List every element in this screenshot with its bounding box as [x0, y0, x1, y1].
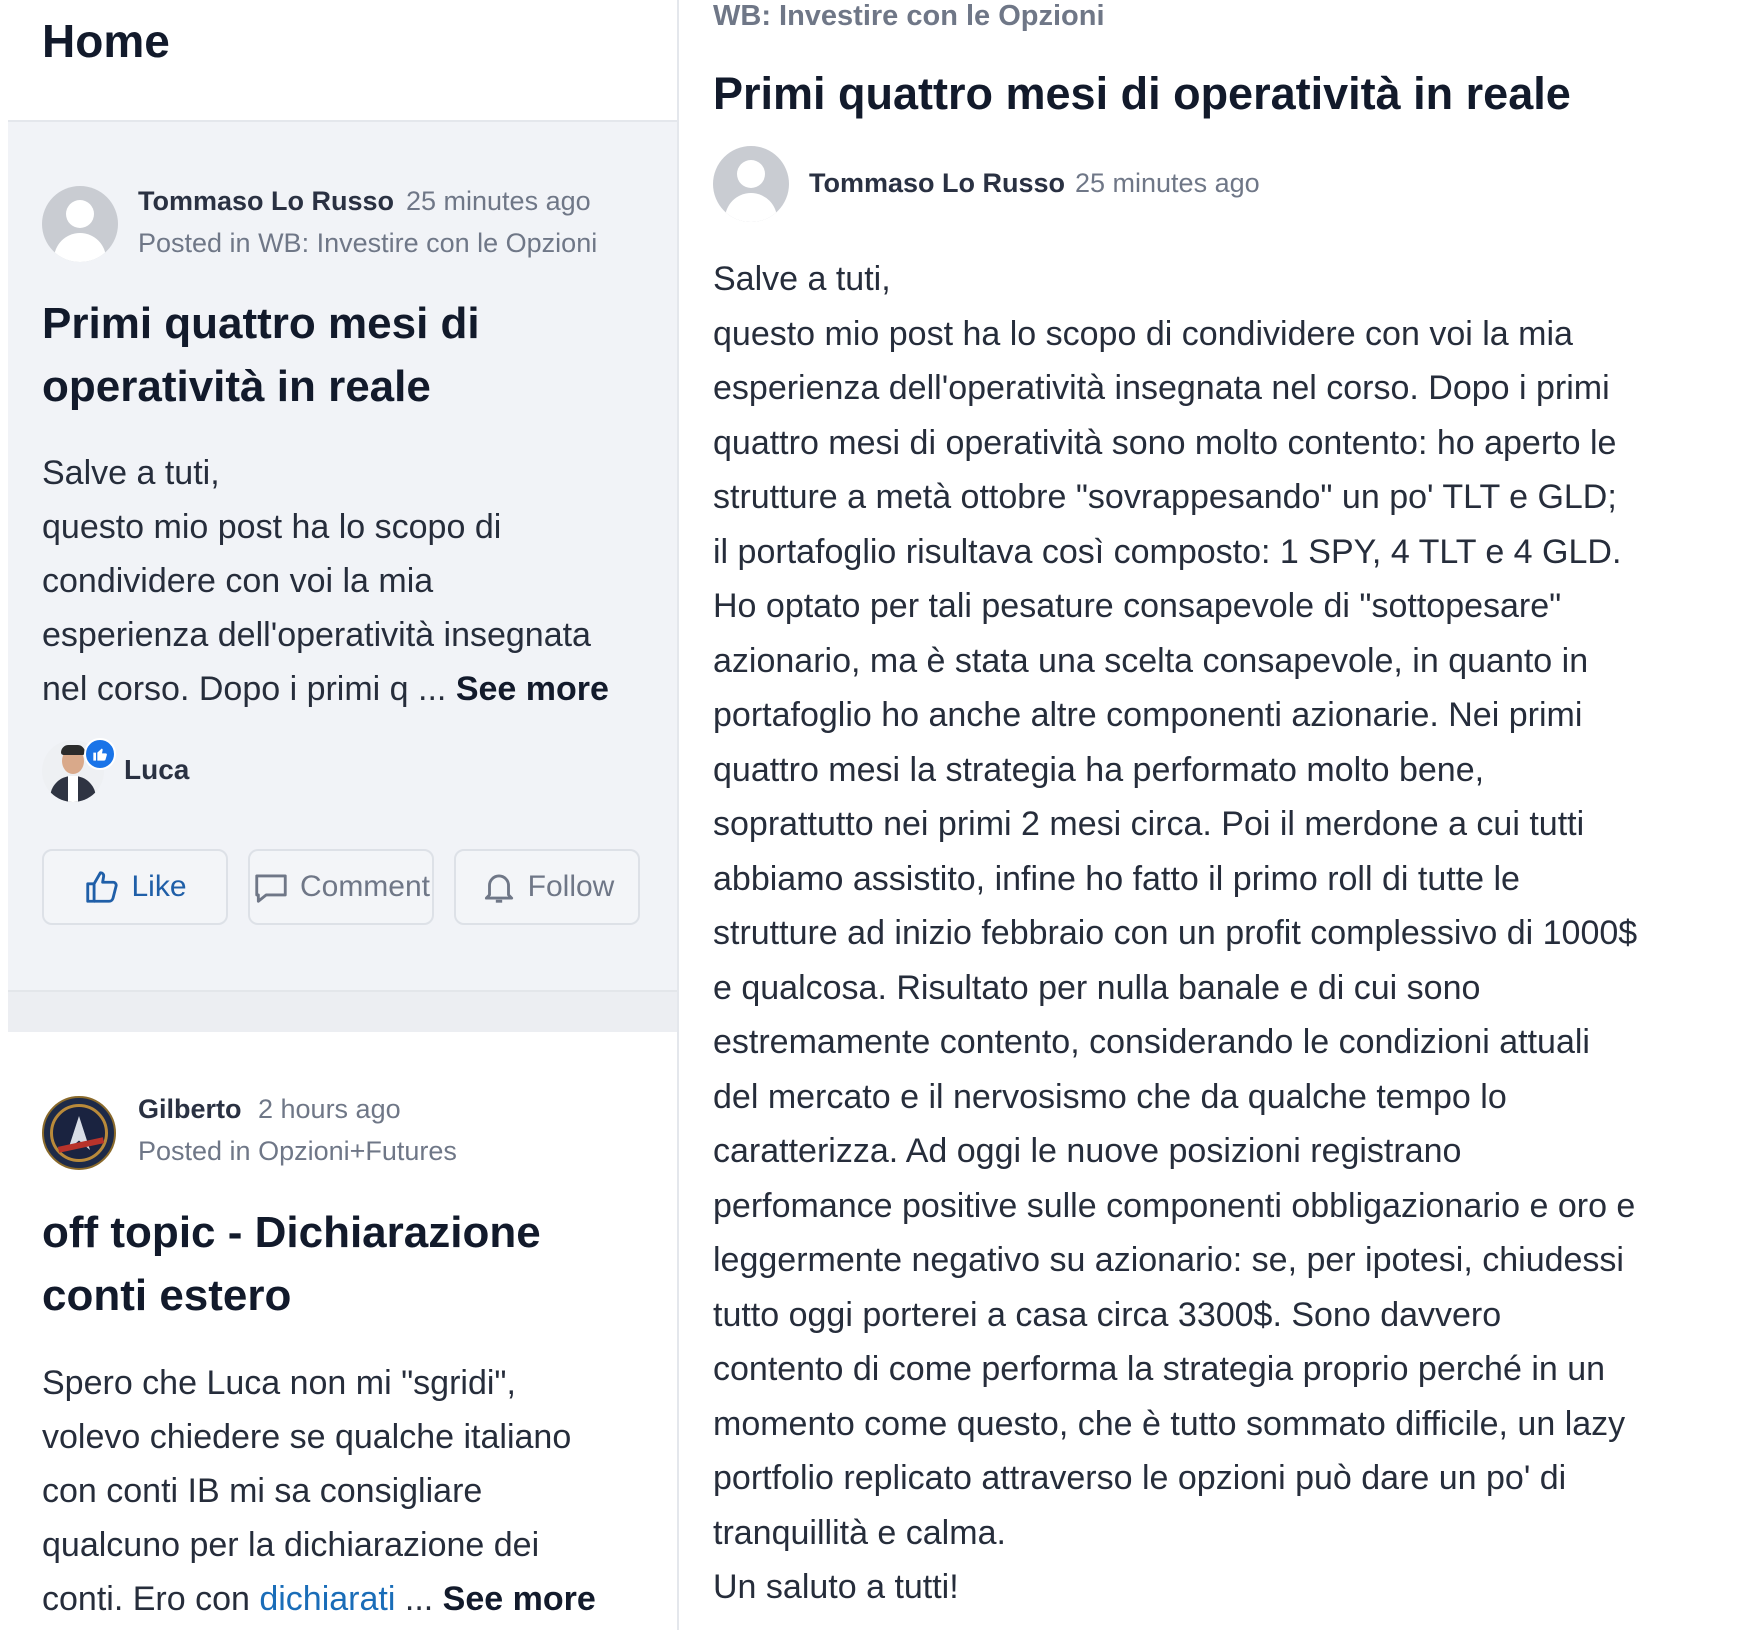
- detail-body-line: azionario, ma è stata una scelta consapevole, in quanto in: [713, 641, 1589, 680]
- posted-in-group[interactable]: Posted in WB: Investire con le Opzioni: [138, 228, 598, 258]
- see-more-link[interactable]: See more: [455, 670, 609, 708]
- detail-body-line: strutture a metà ottobre "sovrappesando" un po' TLT e GLD;: [713, 478, 1617, 516]
- post-title[interactable]: [42, 292, 480, 418]
- detail-body-line: il portafoglio risultava così composto: 1 SPY, 4 TLT e 4 GLD.: [713, 532, 1622, 571]
- post-title-line: Primi quattro mesi di: [42, 299, 480, 348]
- post-author[interactable]: Gilberto: [138, 1094, 242, 1124]
- like-button[interactable]: [42, 849, 228, 925]
- post-time[interactable]: 2 hours ago: [258, 1094, 401, 1124]
- detail-body-line: questo mio post ha lo scopo di condividere con voi la mia: [713, 314, 1573, 353]
- author-avatar[interactable]: [42, 186, 118, 262]
- like-label: Like: [131, 870, 187, 903]
- excerpt-line: Spero che Luca non mi "sgridi",: [42, 1364, 516, 1402]
- feed-panel: [0, 0, 677, 1630]
- post-title-line: operatività in reale: [42, 362, 431, 411]
- detail-body-line: estremamente contento, considerando le condizioni attuali: [713, 1023, 1590, 1061]
- post-author[interactable]: Tommaso Lo Russo: [138, 186, 395, 216]
- post-excerpt: [42, 446, 672, 716]
- follow-button[interactable]: [454, 849, 640, 925]
- detail-body-line: tutto oggi porterei a casa circa 3300$. Sono davvero: [713, 1295, 1502, 1334]
- detail-body-line: abbiamo assistito, infine ho fatto il primo roll di tutte le: [713, 859, 1520, 898]
- detail-author[interactable]: Tommaso Lo Russo: [809, 168, 1066, 198]
- detail-time[interactable]: 25 minutes ago: [1075, 168, 1260, 198]
- detail-body-line: momento come questo, che è tutto sommato difficile, un lazy: [713, 1404, 1626, 1443]
- post-excerpt: [42, 1356, 672, 1626]
- posted-in-group[interactable]: Posted in Opzioni+Futures: [138, 1136, 457, 1166]
- avatar-head: [737, 160, 765, 188]
- post-detail-panel: [679, 0, 1744, 1630]
- thumbs-up-icon: [83, 868, 121, 906]
- detail-body-line: caratterizza. Ad oggi le nuove posizioni registrano: [713, 1132, 1462, 1170]
- detail-body-line: leggermente negativo su azionario: se, per ipotesi, chiudessi: [713, 1241, 1624, 1279]
- comment-label: Comment: [299, 870, 431, 903]
- detail-body-line: esperienza dell'operatività insegnata nel corso. Dopo i primi: [713, 369, 1610, 407]
- excerpt-line: volevo chiedere se qualche italiano: [42, 1418, 572, 1456]
- author-avatar[interactable]: [42, 1096, 116, 1170]
- detail-body-line: Ho optato per tali pesature consapevole di "sottopesare": [713, 587, 1562, 625]
- detail-body-line: strutture ad inizio febbraio con un profit complessivo di 1000$: [713, 914, 1638, 952]
- post-title-line: off topic - Dichiarazione: [42, 1208, 541, 1257]
- excerpt-line: esperienza dell'operatività insegnata: [42, 616, 591, 654]
- post-separator: [8, 990, 677, 1032]
- follow-label: Follow: [527, 870, 615, 903]
- excerpt-line: con conti IB mi sa consigliare: [42, 1472, 483, 1510]
- excerpt-line: nel corso. Dopo i primi q ...: [42, 670, 456, 708]
- excerpt-link[interactable]: dichiarati: [259, 1580, 396, 1618]
- thumbs-up-badge-icon: [84, 738, 116, 770]
- page-title: Home: [42, 15, 170, 67]
- detail-body-line: contento di come performa la strategia proprio perché in un: [713, 1350, 1606, 1388]
- author-avatar[interactable]: [713, 146, 789, 222]
- excerpt-ellipsis: ...: [395, 1580, 443, 1618]
- avatar-body: [725, 193, 777, 222]
- detail-body-line: soprattutto nei primi 2 mesi circa. Poi il merdone a cui tutti: [713, 805, 1585, 843]
- detail-body-line: portfolio replicato attraverso le opzioni può dare un po' di: [713, 1459, 1567, 1497]
- detail-body-line: Un saluto a tutti!: [713, 1568, 959, 1606]
- excerpt-line: questo mio post ha lo scopo di: [42, 508, 502, 546]
- detail-body-line: tranquillità e calma.: [713, 1513, 1006, 1552]
- post-title-line: conti estero: [42, 1271, 292, 1320]
- reactor-name[interactable]: Luca: [124, 754, 190, 785]
- avatar-shirt: [68, 776, 78, 802]
- comment-icon: [252, 868, 290, 906]
- see-more-link[interactable]: See more: [442, 1580, 596, 1618]
- avatar-hair: [61, 745, 85, 755]
- bell-icon: [480, 868, 518, 906]
- detail-body-line: quattro mesi la strategia ha performato molto bene,: [713, 750, 1485, 789]
- excerpt-line: condividere con voi la mia: [42, 562, 434, 600]
- excerpt-line: conti. Ero con: [42, 1580, 260, 1618]
- excerpt-line: Salve a tuti,: [42, 454, 220, 492]
- post-time[interactable]: 25 minutes ago: [406, 186, 591, 216]
- detail-body-line: del mercato e il nervosismo che da qualche tempo lo: [713, 1077, 1507, 1116]
- detail-body: [713, 252, 1743, 1615]
- detail-body-line: Salve a tuti,: [713, 260, 891, 298]
- detail-body-line: portafoglio ho anche altre componenti azionarie. Nei primi: [713, 696, 1583, 734]
- post-title[interactable]: [42, 1201, 541, 1327]
- excerpt-line: qualcuno per la dichiarazione dei: [42, 1526, 540, 1564]
- avatar-head: [66, 200, 94, 228]
- comment-button[interactable]: [248, 849, 434, 925]
- group-breadcrumb[interactable]: WB: Investire con le Opzioni: [713, 0, 1105, 32]
- detail-body-line: perfomance positive sulle componenti obbligazionario e oro e: [713, 1186, 1636, 1225]
- detail-title: Primi quattro mesi di operatività in reale: [713, 68, 1571, 119]
- avatar-body: [54, 233, 106, 262]
- detail-body-line: e qualcosa. Risultato per nulla banale e di cui sono: [713, 968, 1481, 1007]
- detail-body-line: quattro mesi di operatività sono molto contento: ho aperto le: [713, 423, 1617, 462]
